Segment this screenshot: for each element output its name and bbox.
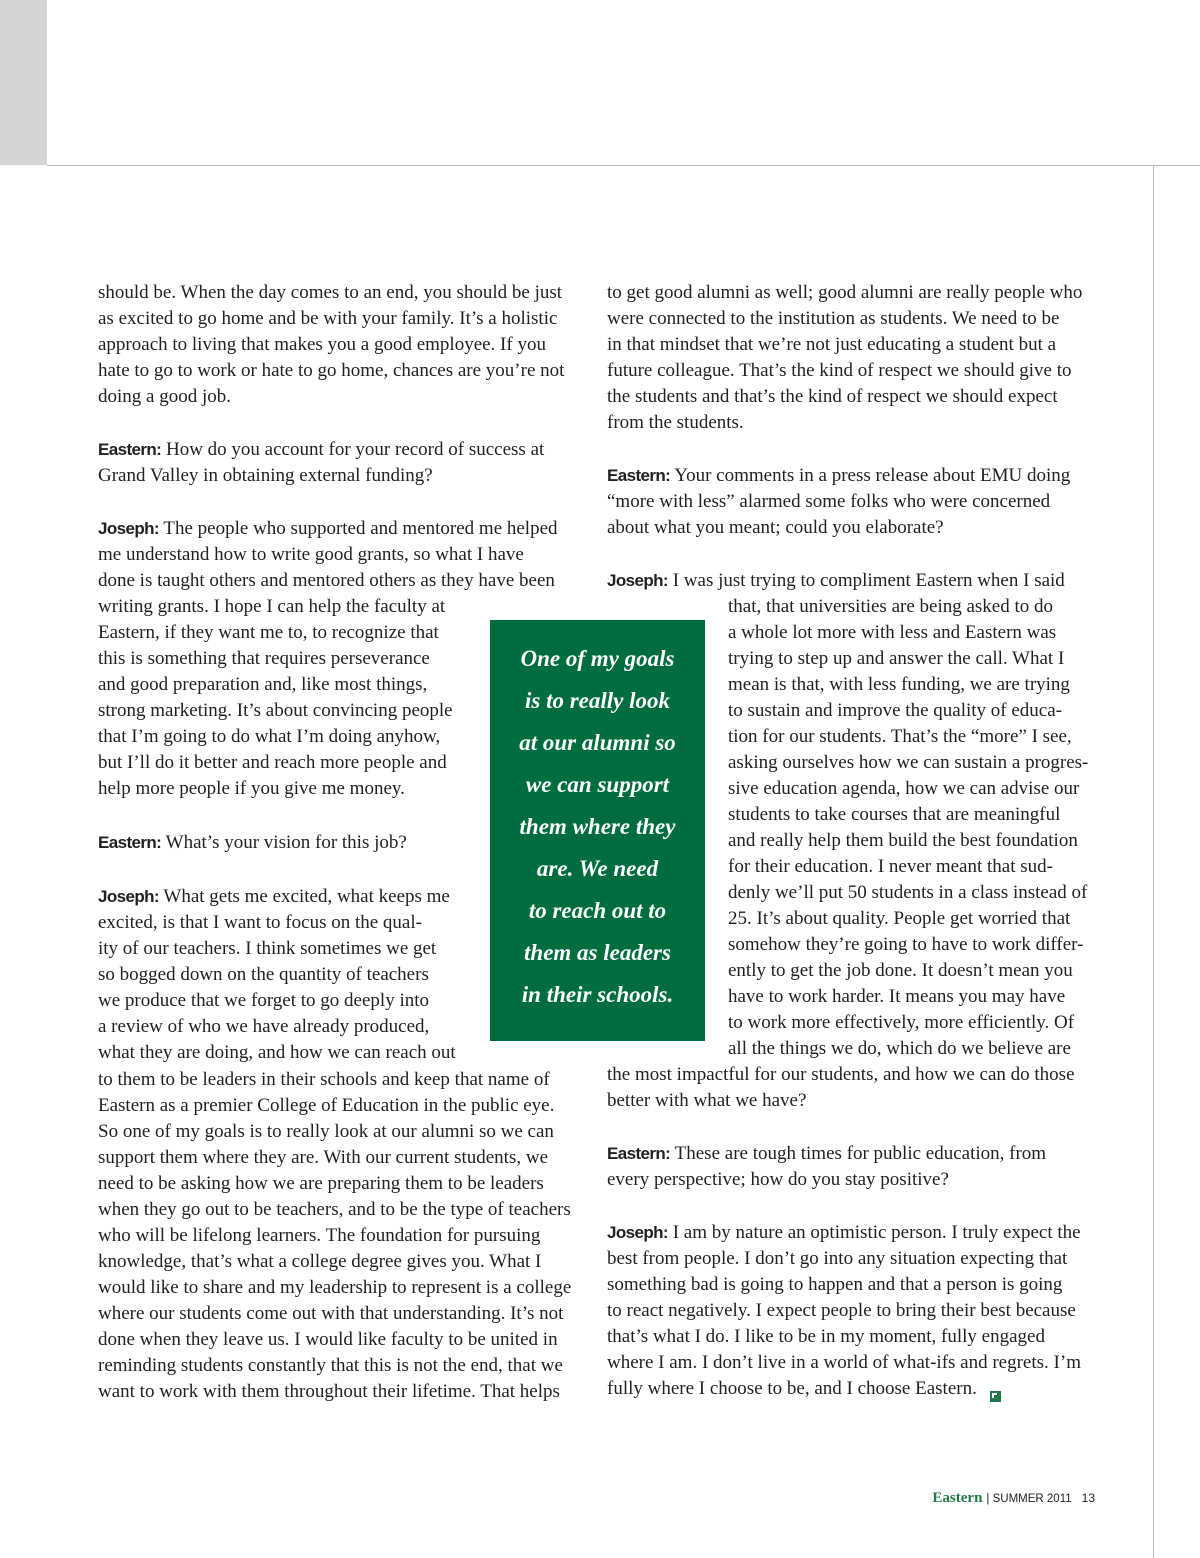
left-text-line <box>98 672 427 698</box>
right-text-line <box>607 1062 1075 1088</box>
line-text: a review of who we have already produced, <box>98 1016 430 1037</box>
left-text-line <box>98 1067 550 1093</box>
line-text: Grand Valley in obtaining external funding? <box>98 465 433 486</box>
line-text: should be. When the day comes to an end, you should be just <box>98 282 563 303</box>
right-text-line <box>728 958 1073 984</box>
line-text: How do you account for your record of success at <box>161 439 545 460</box>
pull-quote-line: One of my goals <box>520 646 675 671</box>
line-text: where I am. I don’t live in a world of what-ifs and regrets. I’m <box>607 1352 1081 1373</box>
left-text-line <box>98 1197 571 1223</box>
right-text-line <box>607 384 1058 410</box>
line-text: were connected to the institution as students. We need to be <box>607 308 1060 329</box>
line-text: So one of my goals is to really look at our alumni so we can <box>98 1121 554 1142</box>
left-text-line <box>98 884 450 910</box>
line-text: to work more effectively, more efficiently. Of <box>728 1012 1075 1033</box>
line-text: better with what we have? <box>607 1090 807 1111</box>
line-text: knowledge, that’s what a college degree gives you. What I <box>98 1251 542 1272</box>
line-text: done when they leave us. I would like faculty to be united in <box>98 1329 558 1350</box>
margin-rule <box>1153 166 1154 1558</box>
left-text-line <box>98 962 429 988</box>
line-text: hate to go to work or hate to go home, chances are you’re not <box>98 360 565 381</box>
right-text-line <box>607 489 1050 515</box>
left-text-line <box>98 306 557 332</box>
left-text-line <box>98 1327 558 1353</box>
line-text: 25. It’s about quality. People get worried that <box>728 908 1071 929</box>
line-text: doing a good job. <box>98 386 231 407</box>
line-text: me understand how to write good grants, so what I have <box>98 544 524 565</box>
line-text: strong marketing. It’s about convincing people <box>98 700 453 721</box>
line-text: tion for our students. That’s the “more” I see, <box>728 726 1072 747</box>
right-text-line <box>728 828 1078 854</box>
left-text-line <box>98 1249 541 1275</box>
line-text: support them where they are. With our current students, we <box>98 1147 549 1168</box>
right-text-line <box>728 802 1060 828</box>
right-text-line <box>728 594 1053 620</box>
line-text: Eastern, if they want me to, to recognize that <box>98 622 439 643</box>
line-text: fully where I choose to be, and I choose Eastern. <box>607 1378 977 1399</box>
right-text-line <box>728 1036 1071 1062</box>
line-text: to sustain and improve the quality of educa- <box>728 700 1062 721</box>
pull-quote-line: them as leaders <box>524 940 671 965</box>
speaker-label: Joseph: <box>98 887 159 906</box>
left-text-line <box>98 776 405 802</box>
left-text-line <box>98 1353 563 1379</box>
pull-quote-line: at our alumni so <box>519 730 676 755</box>
line-text: These are tough times for public education, from <box>670 1143 1047 1164</box>
line-text: Your comments in a press release about EMU doing <box>670 465 1071 486</box>
speaker-label: Eastern: <box>98 440 162 459</box>
right-text-line <box>607 358 1072 384</box>
left-text-line <box>98 1093 554 1119</box>
line-text: ently to get the job done. It doesn’t mean you <box>728 960 1073 981</box>
left-text-line <box>98 1014 429 1040</box>
right-text-line <box>728 880 1087 906</box>
line-text: to react negatively. I expect people to bring their best because <box>607 1300 1076 1321</box>
line-text: all the things we do, which do we believe are <box>728 1038 1071 1059</box>
right-text-line <box>607 1272 1062 1298</box>
speaker-label: Joseph: <box>607 1223 668 1242</box>
left-text-line <box>98 437 544 463</box>
line-text: for their education. I never meant that sud- <box>728 856 1053 877</box>
line-text: what they are doing, and how we can reach out <box>98 1042 456 1063</box>
left-text-line <box>98 516 558 542</box>
line-text: sive education agenda, how we can advise our <box>728 778 1080 799</box>
left-text-line <box>98 1040 456 1066</box>
line-text: denly we’ll put 50 students in a class instead of <box>728 882 1088 903</box>
line-text: who will be lifelong learners. The foundation for pursuing <box>98 1225 541 1246</box>
right-text-line <box>728 984 1065 1010</box>
page-number: 13 <box>1081 1491 1095 1505</box>
right-text-line <box>607 332 1056 358</box>
right-text-line <box>728 776 1079 802</box>
left-text-line <box>98 1223 540 1249</box>
speaker-label: Eastern: <box>98 833 162 852</box>
line-text: “more with less” alarmed some folks who were concerned <box>607 491 1051 512</box>
right-text-line <box>607 1220 1081 1246</box>
line-text: excited, is that I want to focus on the qual- <box>98 912 422 933</box>
line-text: students to take courses that are meaningful <box>728 804 1061 825</box>
left-text-line <box>98 542 524 568</box>
line-text: trying to step up and answer the call. What I <box>728 648 1065 669</box>
line-text: I was just trying to compliment Eastern when I said <box>667 570 1065 591</box>
right-text-line <box>607 568 1065 594</box>
line-text: as excited to go home and be with your family. It’s a holistic <box>98 308 558 329</box>
header-rule <box>47 165 1200 166</box>
line-text: the students and that’s the kind of respect we should expect <box>607 386 1058 407</box>
line-text: every perspective; how do you stay positive? <box>607 1169 949 1190</box>
left-text-line <box>98 1119 554 1145</box>
right-text-line <box>728 932 1083 958</box>
left-text-line <box>98 358 564 384</box>
left-text-line <box>98 698 453 724</box>
left-text-line <box>98 1171 544 1197</box>
right-text-line <box>607 1350 1081 1376</box>
right-text-line <box>607 1324 1045 1350</box>
page-footer <box>700 1489 1095 1507</box>
line-text: in that mindset that we’re not just educating a student but a <box>607 334 1057 355</box>
left-text-line <box>98 724 440 750</box>
right-text-line <box>728 672 1070 698</box>
line-text: reminding students constantly that this is not the end, that we <box>98 1355 563 1376</box>
right-text-line <box>607 1246 1067 1272</box>
left-text-line <box>98 332 546 358</box>
left-text-line <box>98 1275 571 1301</box>
pull-quote-line: we can support <box>525 772 670 797</box>
right-text-line <box>607 1298 1076 1324</box>
speaker-label: Eastern: <box>607 1144 671 1163</box>
line-text: ity of our teachers. I think sometimes we get <box>98 938 437 959</box>
line-text: future colleague. That’s the kind of respect we should give to <box>607 360 1072 381</box>
right-text-line <box>728 620 1056 646</box>
left-text-line <box>98 910 422 936</box>
left-text-line <box>98 750 447 776</box>
line-text: mean is that, with less funding, we are trying <box>728 674 1070 695</box>
footer-brand: Eastern <box>932 1490 983 1506</box>
line-text: so bogged down on the quantity of teachers <box>98 964 429 985</box>
line-text: when they go out to be teachers, and to be the type of teachers <box>98 1199 571 1220</box>
line-text: a whole lot more with less and Eastern was <box>728 622 1057 643</box>
right-text-line <box>607 463 1070 489</box>
pull-quote-line: in their schools. <box>521 982 674 1007</box>
right-text-line <box>728 646 1064 672</box>
line-text: want to work with them throughout their lifetime. That helps <box>98 1381 560 1402</box>
left-text-line <box>98 280 562 306</box>
line-text: but I’ll do it better and reach more people and <box>98 752 447 773</box>
line-text: What’s your vision for this job? <box>161 832 407 853</box>
line-text: Eastern as a premier College of Education in the public eye. <box>98 1095 555 1116</box>
pull-quote-box <box>490 620 705 1041</box>
left-text-line <box>98 830 407 856</box>
line-text: have to work harder. It means you may have <box>728 986 1066 1007</box>
line-text: and good preparation and, like most things, <box>98 674 428 695</box>
right-text-line <box>728 750 1088 776</box>
line-text: from the students. <box>607 412 744 433</box>
pull-quote-line: to reach out to <box>528 898 667 923</box>
line-text: that I’m going to do what I’m doing anyhow, <box>98 726 441 747</box>
pull-quote-line: is to really look <box>524 688 671 713</box>
line-text: the most impactful for our students, and how we can do those <box>607 1064 1075 1085</box>
speaker-label: Joseph: <box>607 571 668 590</box>
line-text: writing grants. I hope I can help the faculty at <box>98 596 446 617</box>
line-text: approach to living that makes you a good employee. If you <box>98 334 546 355</box>
right-text-line <box>728 724 1072 750</box>
right-text-line <box>607 1167 949 1193</box>
right-text-line <box>607 1141 1046 1167</box>
left-text-line <box>98 568 555 594</box>
line-text: where our students come out with that understanding. It’s not <box>98 1303 564 1324</box>
line-text: help more people if you give me money. <box>98 778 405 799</box>
line-text: somehow they’re going to have to work differ- <box>728 934 1084 955</box>
left-text-line <box>98 1145 548 1171</box>
line-text: about what you meant; could you elaborate? <box>607 517 944 538</box>
pull-quote-line: are. We need <box>536 856 659 881</box>
line-text: need to be asking how we are preparing them to be leaders <box>98 1173 544 1194</box>
page-corner-tab <box>0 0 47 165</box>
line-text: to them to be leaders in their schools and keep that name of <box>98 1069 550 1090</box>
line-text: best from people. I don’t go into any situation expecting that <box>607 1248 1068 1269</box>
pull-quote-line: them where they <box>519 814 676 839</box>
left-text-line <box>98 988 429 1014</box>
line-text: would like to share and my leadership to represent is a college <box>98 1277 572 1298</box>
left-text-line <box>98 594 445 620</box>
line-text: and really help them build the best foundation <box>728 830 1078 851</box>
speaker-label: Joseph: <box>98 519 159 538</box>
line-text: What gets me excited, what keeps me <box>158 886 450 907</box>
left-text-line <box>98 1301 563 1327</box>
line-text: something bad is going to happen and that a person is going <box>607 1274 1063 1295</box>
line-text: we produce that we forget to go deeply into <box>98 990 429 1011</box>
line-text: done is taught others and mentored others as they have been <box>98 570 555 591</box>
line-text: that’s what I do. I like to be in my moment, fully engaged <box>607 1326 1045 1347</box>
speaker-label: Eastern: <box>607 466 671 485</box>
right-text-line <box>728 698 1062 724</box>
left-text-line <box>98 936 436 962</box>
line-text: to get good alumni as well; good alumni are really people who <box>607 282 1083 303</box>
right-text-line <box>607 280 1082 306</box>
right-text-line <box>607 515 944 541</box>
footer-issue: | SUMMER 2011 <box>986 1493 1072 1505</box>
line-text: I am by nature an optimistic person. I truly expect the <box>667 1222 1081 1243</box>
right-text-line <box>607 410 744 436</box>
left-text-line <box>98 646 430 672</box>
line-text: The people who supported and mentored me helped <box>158 518 558 539</box>
line-text: that, that universities are being asked to do <box>728 596 1054 617</box>
right-text-line <box>728 854 1053 880</box>
right-text-line <box>607 306 1059 332</box>
right-text-line <box>728 1010 1074 1036</box>
left-text-line <box>98 1379 560 1405</box>
left-text-line <box>98 463 433 489</box>
line-text: asking ourselves how we can sustain a progres- <box>728 752 1089 773</box>
right-text-line <box>607 1088 806 1114</box>
end-of-article-icon <box>990 1391 1001 1402</box>
left-text-line <box>98 620 439 646</box>
line-text: this is something that requires perseverance <box>98 648 430 669</box>
left-text-line <box>98 384 231 410</box>
right-text-line <box>728 906 1070 932</box>
right-text-line <box>607 1376 977 1402</box>
